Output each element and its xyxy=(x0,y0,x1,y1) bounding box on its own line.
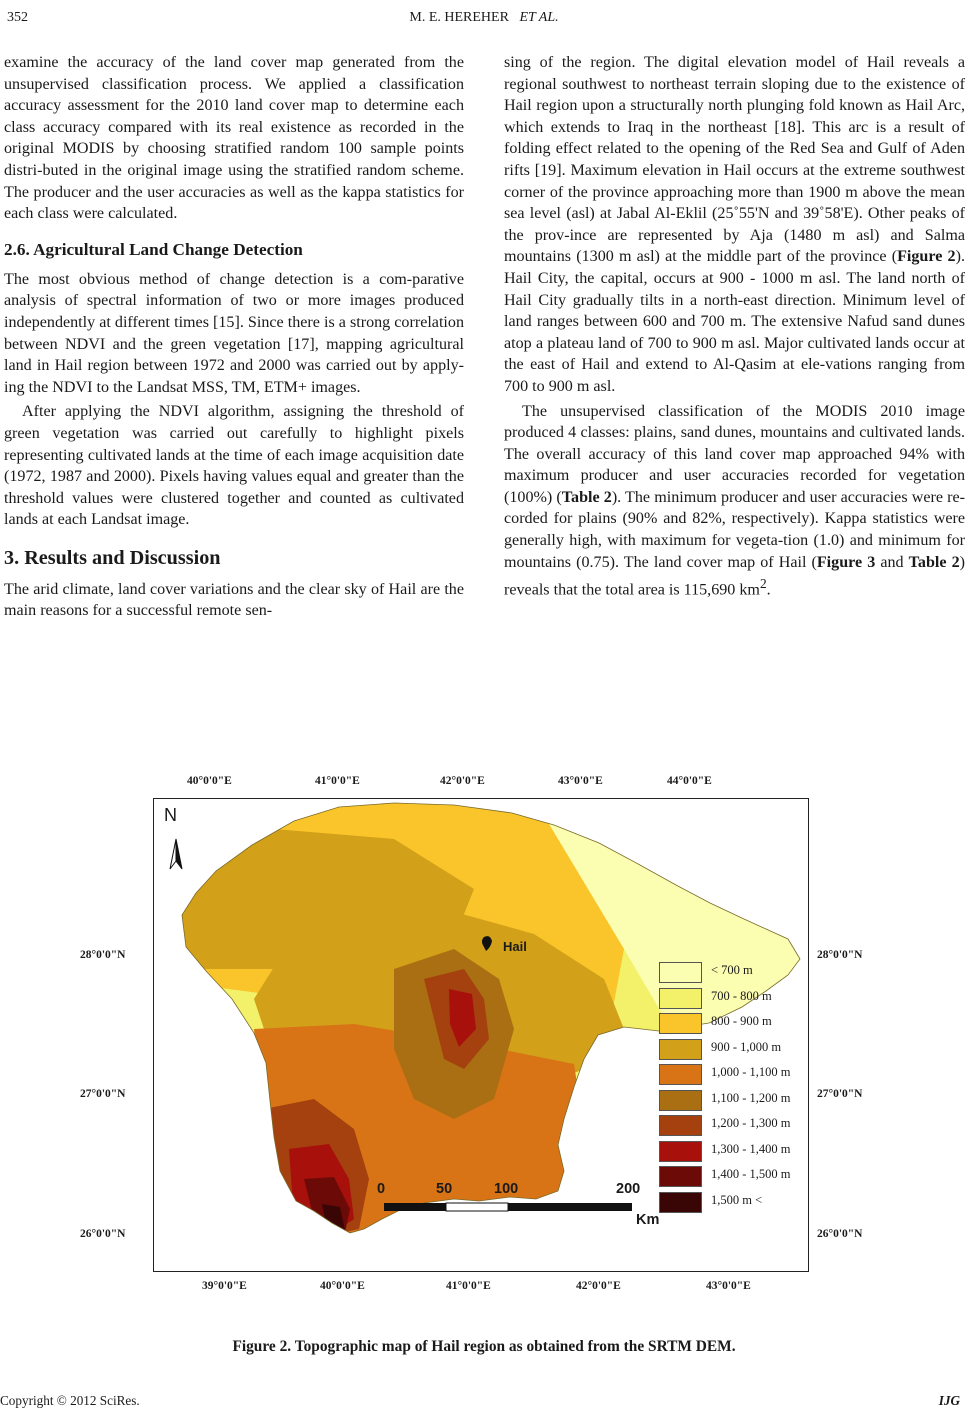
right-column xyxy=(504,52,965,604)
scale-unit: Km xyxy=(636,1212,660,1228)
right-p1-text-b: ). Hail City, the capital, occurs at 900 - 1000 m asl. The land north of Hail City gradually tilts in a north-east direction. Minimum level of land ranges between 600 and 700 m. The extensive Nafud sand dunes atop a plateau land of 700 to 900 m asl. Major cultivated lands occur at the east of Hail and extend to Al-Qasim at ele-vations ranging from 700 to 900 m asl. xyxy=(504,248,965,395)
legend-item xyxy=(659,1036,807,1062)
legend-swatch xyxy=(659,1090,702,1111)
figure-3-ref: Figure 3 xyxy=(816,553,876,571)
lon-label-bottom-1: 39°0'0"E xyxy=(202,1280,247,1292)
lon-label-bottom-3: 41°0'0"E xyxy=(446,1280,491,1292)
lon-label-top-5: 44°0'0"E xyxy=(667,775,712,787)
scale-bar xyxy=(384,1203,632,1211)
superscript-2: 2 xyxy=(759,576,767,592)
legend-item xyxy=(659,1189,807,1215)
legend-item xyxy=(659,1138,807,1164)
page-header xyxy=(0,10,968,32)
lon-label-bottom-2: 40°0'0"E xyxy=(320,1280,365,1292)
lat-label-left-1: 28°0'0"N xyxy=(80,949,126,961)
legend-swatch xyxy=(659,1115,702,1136)
lon-label-bottom-5: 43°0'0"E xyxy=(706,1280,751,1292)
legend-label: < 700 m xyxy=(711,963,753,977)
legend-item xyxy=(659,1061,807,1087)
right-p2-text-a: The unsupervised classification of the MODIS 2010 image produced 4 classes: plains, sand dunes, mountains and cultivated lands. The overall accuracy of this land cover map approached 94% with maximum producer and user accuracies recorded for vegetation (100%) ( xyxy=(504,402,965,506)
section-heading-3: 3. Results and Discussion xyxy=(4,546,221,569)
legend-label: 1,200 - 1,300 m xyxy=(711,1116,791,1130)
right-p2-text-c: ) reveals that the total area is 115,690 km xyxy=(504,553,965,599)
legend-label: 900 - 1,000 m xyxy=(711,1039,782,1054)
legend-item xyxy=(659,959,807,985)
table-2-ref: Table 2 xyxy=(561,488,612,506)
legend-swatch xyxy=(659,1013,702,1034)
right-paragraph-1 xyxy=(504,52,965,398)
legend-label: 1,500 m < xyxy=(711,1192,763,1207)
left-column xyxy=(4,52,464,625)
legend-item xyxy=(659,1010,807,1036)
figure-2-map xyxy=(80,772,880,1302)
table-2-ref-second: Table 2 xyxy=(908,553,960,571)
legend-swatch xyxy=(659,1039,702,1060)
right-p2-text-b: ). The minimum producer and user accuracies were re-corded for plains (90% and 82%, respectively). Kappa statistics were generally high, with maximum for vegeta-tion (1.0) and minimum for mountains (0.75). The land cover map of Hail ( xyxy=(504,488,965,571)
scale-label-100: 100 xyxy=(494,1181,519,1197)
hail-city-label: Hail xyxy=(503,939,527,954)
legend-label: 1,100 - 1,200 m xyxy=(711,1090,791,1105)
running-head-etal: ET AL. xyxy=(519,10,559,25)
running-head-authors: M. E. HEREHER xyxy=(409,10,509,25)
north-label: N xyxy=(164,805,177,825)
figure-caption: Figure 2. Topographic map of Hail region as obtained from the SRTM DEM. xyxy=(232,1338,736,1355)
lat-label-left-3: 26°0'0"N xyxy=(80,1228,126,1240)
lon-label-top-2: 41°0'0"E xyxy=(315,775,360,787)
legend-swatch xyxy=(659,1141,702,1162)
right-p2-and: and xyxy=(875,553,909,571)
lon-label-top-1: 40°0'0"E xyxy=(187,775,232,787)
lat-label-right-1: 28°0'0"N xyxy=(817,949,863,961)
figure-2-ref: Figure 2 xyxy=(897,248,956,266)
lat-label-right-3: 26°0'0"N xyxy=(817,1228,863,1240)
lon-label-top-3: 42°0'0"E xyxy=(440,775,485,787)
legend-label: 1,400 - 1,500 m xyxy=(711,1167,791,1181)
section-heading-2-6: 2.6. Agricultural Land Change Detection xyxy=(4,239,303,259)
legend-item xyxy=(659,1163,807,1189)
scale-label-200: 200 xyxy=(616,1181,641,1197)
right-p2-end: . xyxy=(766,581,771,599)
journal-abbrev: IJG xyxy=(938,1393,960,1408)
lon-label-top-4: 43°0'0"E xyxy=(558,775,603,787)
scale-label-0: 0 xyxy=(377,1181,386,1197)
legend-item xyxy=(659,985,807,1011)
copyright: Copyright © 2012 SciRes. xyxy=(0,1393,140,1408)
left-paragraph-3: After applying the NDVI algorithm, assigning the threshold of green vegetation was carried out carefully to highlight pixels representing cultivated lands at the time of each image acquisition date (1972, 1987 and 2000). Pixels having values equal and greater than the threshold values were clustered together and counted as cultivated lands at each Landsat image. xyxy=(4,403,464,529)
scale-label-50: 50 xyxy=(436,1181,453,1197)
legend-swatch xyxy=(659,1166,702,1187)
legend-item xyxy=(659,1112,807,1138)
legend-label: 700 - 800 m xyxy=(711,988,772,1003)
legend-item xyxy=(659,1087,807,1113)
legend-swatch xyxy=(659,988,702,1009)
elevation-legend xyxy=(659,959,807,1214)
lat-label-left-2: 27°0'0"N xyxy=(80,1088,126,1100)
legend-swatch xyxy=(659,1064,702,1085)
north-arrow-icon xyxy=(170,839,182,869)
lat-label-right-2: 27°0'0"N xyxy=(817,1088,863,1100)
right-paragraph-2 xyxy=(504,401,965,602)
left-paragraph-4: The arid climate, land cover variations and the clear sky of Hail are the main reasons for a successful remote sen- xyxy=(4,580,464,620)
left-paragraph-1: examine the accuracy of the land cover map generated from the unsupervised classification process. We applied a classification accuracy assessment for the 2010 land cover map to determine each class accuracy compared with its real existence as recorded in the original MODIS by choosing stratified random 100 sample points distri-buted in the original image using the stratified random scheme. The producer and the user accuracies as well as the kappa statistics for each class were calculated. xyxy=(4,54,464,223)
right-p1-text-a: sing of the region. The digital elevation model of Hail reveals a regional southwest to northeast terrain sloping due to the existence of Hail region upon a structurally north plunging fold known as Hail Arc, which extends to Iraq in the northeast [18]. This arc is a result of folding effect related to the opening of the Red Sea and Gulf of Aden rifts [19]. Maximum elevation in Hail occurs at the extreme southwest corner of the province approaching more than 1900 m above the mean sea level (asl) at Jabal Al-Eklil (25˚55'N and 39˚58'E). Other peaks of the prov-ince are represented by Aja (1480 m asl) and Salma mountains (1300 m asl) at the middle part of the province ( xyxy=(504,54,965,266)
running-head xyxy=(0,10,968,26)
map-frame xyxy=(153,798,809,1272)
legend-swatch xyxy=(659,962,702,983)
legend-label: 1,300 - 1,400 m xyxy=(711,1141,791,1156)
page-number: 352 xyxy=(7,10,28,25)
left-paragraph-2: The most obvious method of change detection is a com-parative analysis of spectral information of two or more images produced independently at different times [15]. Since there is a strong correlation between NDVI and the green vegetation [17], mapping agricultural land in Hail region between 1972 and 2000 was carried out by apply-ing the NDVI to the Landsat MSS, TM, ETM+ images. xyxy=(4,270,464,396)
legend-label: 800 - 900 m xyxy=(711,1014,772,1028)
legend-swatch xyxy=(659,1192,702,1213)
legend-label: 1,000 - 1,100 m xyxy=(711,1065,791,1079)
lon-label-bottom-4: 42°0'0"E xyxy=(576,1280,621,1292)
